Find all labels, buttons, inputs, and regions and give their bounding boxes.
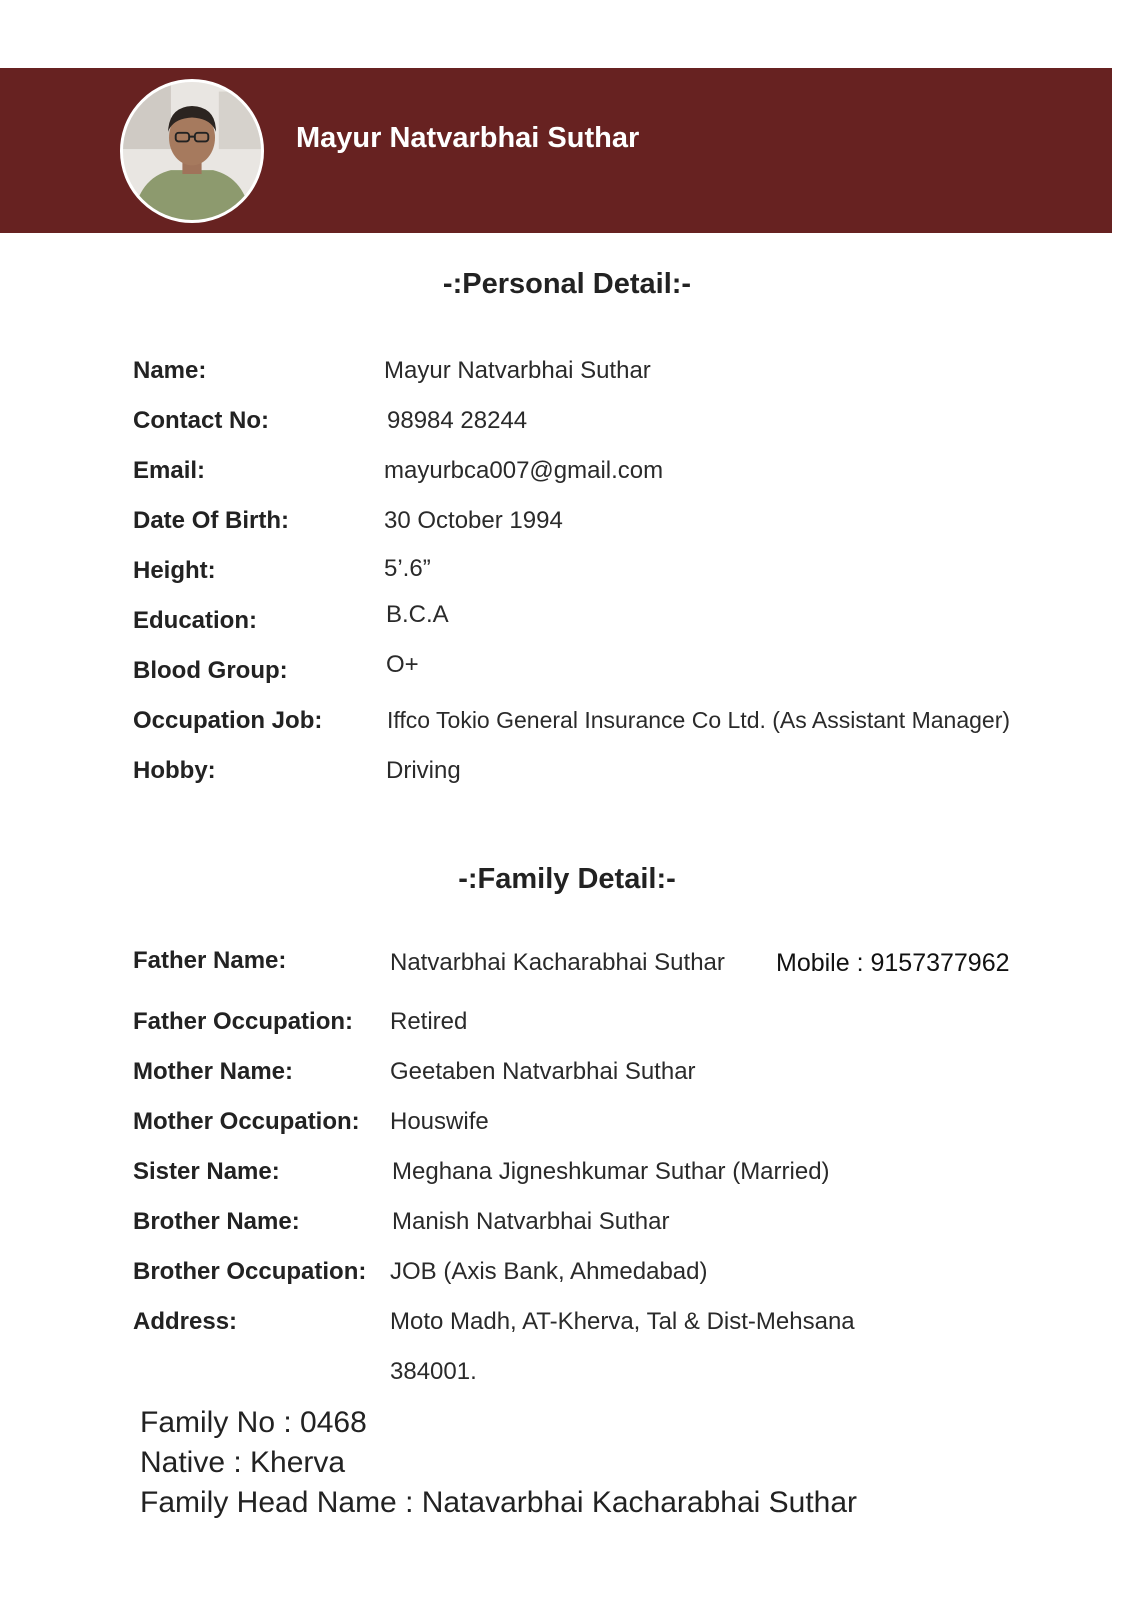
family-section-title: -:Family Detail:-	[458, 863, 676, 895]
header-name: Mayur Natvarbhai Suthar	[296, 122, 640, 154]
address-value: Moto Madh, AT-Kherva, Tal & Dist-Mehsana	[390, 1308, 855, 1335]
person-portrait-icon	[123, 82, 261, 220]
occupation-value: Iffco Tokio General Insurance Co Ltd. (As Assistant Manager)	[387, 707, 1011, 733]
name-value: Mayur Natvarbhai Suthar	[384, 357, 651, 384]
native-place: Native : Kherva	[140, 1446, 346, 1479]
family-head-name: Family Head Name : Natavarbhai Kacharabhai Suthar	[140, 1486, 858, 1519]
sister-name-label: Sister Name:	[133, 1158, 280, 1185]
occupation-label: Occupation Job:	[133, 707, 323, 734]
address-line2: 384001.	[390, 1358, 477, 1385]
education-label: Education:	[133, 607, 257, 634]
mother-name-value: Geetaben Natvarbhai Suthar	[390, 1058, 696, 1085]
brother-name-value: Manish Natvarbhai Suthar	[392, 1208, 670, 1235]
father-name-label: Father Name:	[133, 947, 287, 974]
height-value: 5’.6”	[384, 555, 431, 582]
name-label: Name:	[133, 357, 207, 384]
mother-occupation-label: Mother Occupation:	[133, 1108, 360, 1135]
email-value: mayurbca007@gmail.com	[384, 457, 664, 484]
personal-section-title: -:Personal Detail:-	[442, 268, 692, 300]
dob-label: Date Of Birth:	[133, 507, 289, 534]
brother-occupation-value: JOB (Axis Bank, Ahmedabad)	[390, 1258, 708, 1285]
profile-photo	[120, 79, 264, 223]
father-occupation-value: Retired	[390, 1008, 468, 1035]
father-name-value: Natvarbhai Kacharabhai Suthar	[390, 949, 725, 976]
father-occupation-label: Father Occupation:	[133, 1008, 354, 1035]
contact-value: 98984 28244	[387, 407, 528, 434]
email-label: Email:	[133, 457, 206, 484]
brother-name-label: Brother Name:	[133, 1208, 300, 1235]
brother-occupation-label: Brother Occupation:	[133, 1258, 367, 1285]
mother-name-label: Mother Name:	[133, 1058, 294, 1085]
blood-group-value: O+	[386, 651, 419, 678]
address-label: Address:	[133, 1308, 238, 1335]
dob-value: 30 October 1994	[384, 507, 563, 534]
mother-occupation-value: Houswife	[390, 1108, 489, 1135]
contact-label: Contact No:	[133, 407, 269, 434]
height-label: Height:	[133, 557, 216, 584]
blood-group-label: Blood Group:	[133, 657, 288, 684]
education-value: B.C.A	[386, 601, 449, 628]
father-mobile: Mobile : 9157377962	[776, 949, 1010, 977]
hobby-label: Hobby:	[133, 757, 216, 784]
sister-name-value: Meghana Jigneshkumar Suthar (Married)	[392, 1158, 830, 1185]
family-number: Family No : 0468	[140, 1406, 367, 1439]
hobby-value: Driving	[386, 757, 461, 784]
